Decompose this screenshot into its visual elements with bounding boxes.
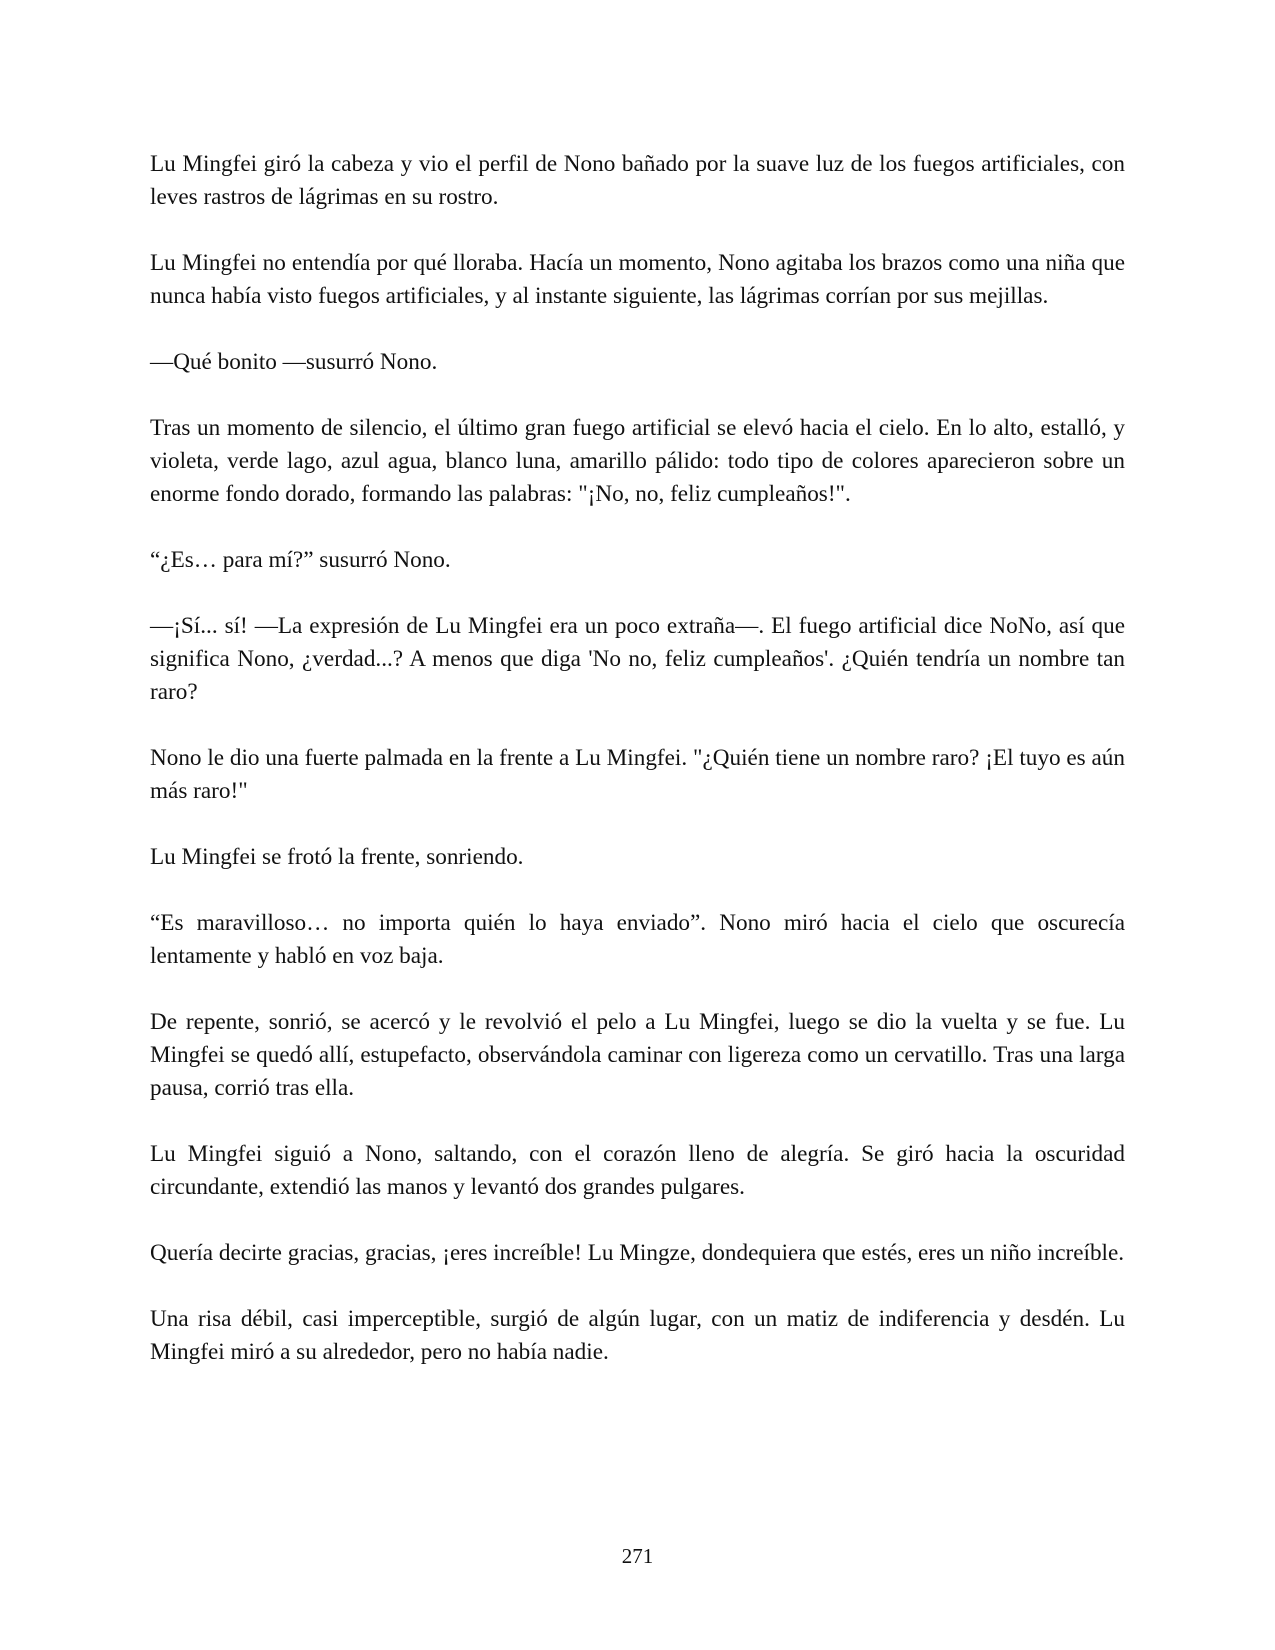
page-body [150, 148, 1125, 1402]
paragraph-12: Quería decirte gracias, gracias, ¡eres increíble! Lu Mingze, dondequiera que estés, eres un niño increíble. [150, 1240, 1125, 1266]
paragraph-9: “Es maravilloso… no importa quién lo haya enviado”. Nono miró hacia el cielo que oscurecía lentamente y habló en voz baja. [150, 910, 1125, 969]
page-number: 271 [621, 1544, 654, 1568]
paragraph-6: —¡Sí... sí! —La expresión de Lu Mingfei era un poco extraña—. El fuego artificial dice NoNo, así que significa Nono, ¿verdad...? A menos que diga 'No no, feliz cumpleaños'. ¿Quién tendría un nombre tan raro? [150, 613, 1125, 705]
paragraph-4: Tras un momento de silencio, el último gran fuego artificial se elevó hacia el cielo. En lo alto, estalló, y violeta, verde lago, azul agua, blanco luna, amarillo pálido: todo tipo de colores aparecieron sobre un enorme fondo dorado, formando las palabras: "¡No, no, feliz cumpleaños!". [150, 415, 1125, 507]
paragraph-7: Nono le dio una fuerte palmada en la frente a Lu Mingfei. "¿Quién tiene un nombre raro? ¡El tuyo es aún más raro!" [150, 745, 1125, 804]
paragraph-2: Lu Mingfei no entendía por qué lloraba. Hacía un momento, Nono agitaba los brazos como una niña que nunca había visto fuegos artificiales, y al instante siguiente, las lágrimas corrían por sus mejillas. [150, 250, 1125, 309]
paragraph-8: Lu Mingfei se frotó la frente, sonriendo. [150, 844, 524, 870]
paragraph-10: De repente, sonrió, se acercó y le revolvió el pelo a Lu Mingfei, luego se dio la vuelta y se fue. Lu Mingfei se quedó allí, estupefacto, observándola caminar con ligereza como un cervatillo. Tras una larga pausa, corrió tras ella. [150, 1009, 1125, 1101]
paragraph-3: —Qué bonito —susurró Nono. [150, 349, 438, 375]
paragraph-13: Una risa débil, casi imperceptible, surgió de algún lugar, con un matiz de indiferencia y desdén. Lu Mingfei miró a su alrededor, pero no había nadie. [150, 1306, 1125, 1365]
paragraph-5: “¿Es… para mí?” susurró Nono. [150, 547, 451, 573]
paragraph-11: Lu Mingfei siguió a Nono, saltando, con el corazón lleno de alegría. Se giró hacia la oscuridad circundante, extendió las manos y levantó dos grandes pulgares. [150, 1141, 1125, 1200]
paragraph-1: Lu Mingfei giró la cabeza y vio el perfil de Nono bañado por la suave luz de los fuegos artificiales, con leves rastros de lágrimas en su rostro. [150, 151, 1125, 210]
